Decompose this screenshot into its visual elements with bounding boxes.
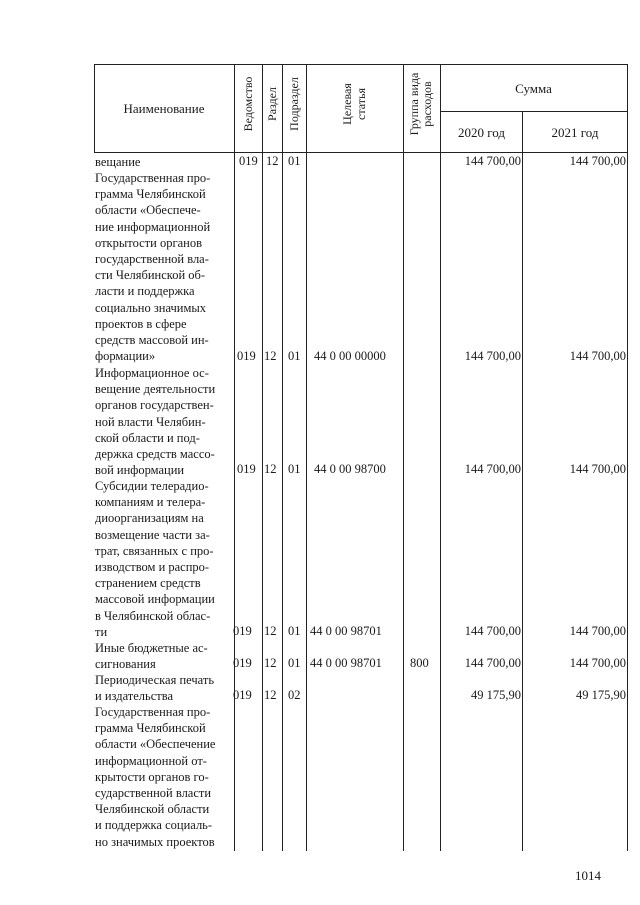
table-row-name bbox=[95, 154, 233, 170]
name-line: сти Челябинской об- bbox=[95, 268, 206, 283]
col-border-ved bbox=[262, 64, 263, 851]
name-line: формации» bbox=[95, 349, 156, 364]
table-row-name bbox=[95, 704, 233, 850]
cell-podr: 01 bbox=[288, 656, 301, 670]
name-line: странением средств bbox=[95, 576, 201, 591]
name-line: ской области и под- bbox=[95, 430, 200, 445]
summa-divider bbox=[440, 111, 628, 112]
name-line: Государственная про- bbox=[95, 171, 211, 185]
cell-ved: 019 bbox=[233, 656, 252, 670]
cell-razd: 12 bbox=[264, 462, 277, 476]
name-line: Субсидии телерадио- bbox=[95, 479, 209, 493]
cell-tselevaya: 44 0 00 98701 bbox=[310, 656, 382, 670]
header-gruppa: Группа вида расходов bbox=[407, 72, 434, 136]
name-line: информационной от- bbox=[95, 753, 207, 768]
name-line: держка средств массо- bbox=[95, 446, 215, 461]
name-line: вещение деятельности bbox=[95, 382, 216, 397]
cell-tselevaya: 44 0 00 98701 bbox=[310, 624, 382, 638]
table-row-name bbox=[95, 640, 233, 672]
cell-podr: 01 bbox=[288, 154, 301, 168]
cell-ved: 019 bbox=[237, 462, 256, 476]
cell-sum-2021: 49 175,90 bbox=[576, 688, 626, 702]
col-border-right bbox=[627, 64, 628, 851]
name-line: вой информации bbox=[95, 463, 185, 478]
cell-podr: 01 bbox=[288, 462, 301, 476]
name-line: вещание bbox=[95, 155, 141, 169]
name-line: ние информационной bbox=[95, 219, 211, 234]
cell-razd: 12 bbox=[264, 624, 277, 638]
header-year-2020: 2020 год bbox=[458, 125, 505, 140]
name-line: и издательства bbox=[95, 689, 174, 704]
cell-sum-2020: 49 175,90 bbox=[471, 688, 521, 702]
cell-podr: 01 bbox=[288, 349, 301, 363]
cell-podr: 01 bbox=[288, 624, 301, 638]
col-border-podr bbox=[306, 64, 307, 851]
name-line: крытости органов го- bbox=[95, 769, 209, 784]
name-line: ти bbox=[95, 624, 108, 639]
name-line: Информационное ос- bbox=[95, 366, 209, 380]
name-line: в Челябинской облас- bbox=[95, 608, 211, 623]
name-line: диоорганизациям на bbox=[95, 511, 204, 526]
name-line: Челябинской области bbox=[95, 802, 210, 817]
cell-sum-2021: 144 700,00 bbox=[569, 656, 626, 670]
name-line: органов государствен- bbox=[95, 398, 214, 413]
cell-razd: 12 bbox=[264, 349, 277, 363]
cell-razd: 12 bbox=[266, 154, 279, 168]
header-name: Наименование bbox=[123, 101, 205, 116]
cell-ved: 019 bbox=[233, 624, 252, 638]
name-line: компаниям и телера- bbox=[95, 495, 206, 510]
cell-podr: 02 bbox=[288, 688, 301, 702]
name-line: возмещение части за- bbox=[95, 527, 210, 542]
cell-tselevaya: 44 0 00 00000 bbox=[314, 349, 386, 363]
col-border-name bbox=[234, 64, 235, 851]
name-line: Иные бюджетные ас- bbox=[95, 641, 208, 655]
header-bottom-border bbox=[94, 152, 628, 153]
name-line: трат, связанных с про- bbox=[95, 543, 214, 558]
header-tselevaya: Целевая статья bbox=[340, 83, 368, 125]
table-row-name bbox=[95, 478, 233, 640]
header-summa: Сумма bbox=[515, 81, 552, 96]
cell-sum-2020: 144 700,00 bbox=[464, 462, 521, 476]
col-border-cs bbox=[403, 64, 404, 851]
name-line: сударственной власти bbox=[95, 785, 212, 800]
cell-sum-2020: 144 700,00 bbox=[464, 349, 521, 363]
name-line: ласти и поддержка bbox=[95, 284, 195, 299]
table-row-name bbox=[95, 365, 233, 478]
cell-tselevaya: 44 0 00 98700 bbox=[314, 462, 386, 476]
name-line: изводством и распро- bbox=[95, 559, 210, 574]
name-line: проектов в сфере bbox=[95, 316, 187, 331]
name-line: открытости органов bbox=[95, 235, 202, 250]
cell-sum-2021: 144 700,00 bbox=[569, 349, 626, 363]
cell-razd: 12 bbox=[264, 656, 277, 670]
name-line: грамма Челябинской bbox=[95, 187, 206, 202]
header-year-2021: 2021 год bbox=[551, 125, 599, 140]
name-line: области «Обеспече- bbox=[95, 203, 201, 218]
cell-ved: 019 bbox=[233, 688, 252, 702]
cell-sum-2021: 144 700,00 bbox=[569, 154, 626, 168]
name-line: грамма Челябинской bbox=[95, 721, 206, 736]
name-line: Государственная про- bbox=[95, 705, 211, 719]
cell-sum-2020: 144 700,00 bbox=[464, 656, 521, 670]
cell-sum-2020: 144 700,00 bbox=[464, 624, 521, 638]
cell-sum-2021: 144 700,00 bbox=[569, 462, 626, 476]
name-line: массовой информации bbox=[95, 592, 215, 607]
name-line: и поддержка социаль- bbox=[95, 818, 213, 833]
table-row-name bbox=[95, 170, 233, 364]
cell-sum-2020: 144 700,00 bbox=[464, 154, 521, 168]
cell-gruppa: 800 bbox=[410, 656, 429, 670]
col-border-vr bbox=[440, 64, 441, 851]
header-vedomstvo: Ведомство bbox=[241, 76, 255, 132]
header-podrazdel: Подраздел bbox=[287, 77, 301, 131]
name-line: области «Обеспечение bbox=[95, 737, 216, 752]
cell-ved: 019 bbox=[237, 349, 256, 363]
cell-razd: 12 bbox=[264, 688, 277, 702]
header-razdel: Раздел bbox=[265, 87, 279, 121]
col-border-razd bbox=[282, 64, 283, 851]
table-row-name bbox=[95, 672, 233, 704]
cell-ved: 019 bbox=[239, 154, 258, 168]
name-line: Периодическая печать bbox=[95, 673, 215, 687]
name-line: государственной вла- bbox=[95, 251, 209, 266]
name-line: сигнования bbox=[95, 657, 156, 672]
name-line: социально значимых bbox=[95, 300, 207, 315]
name-line: но значимых проектов bbox=[95, 834, 215, 849]
page-number: 1014 bbox=[575, 868, 601, 883]
name-line: средств массовой ин- bbox=[95, 332, 209, 347]
col-border-2020 bbox=[522, 111, 523, 851]
table-top-border bbox=[94, 64, 628, 65]
name-line: ной власти Челябин- bbox=[95, 414, 206, 429]
cell-sum-2021: 144 700,00 bbox=[569, 624, 626, 638]
